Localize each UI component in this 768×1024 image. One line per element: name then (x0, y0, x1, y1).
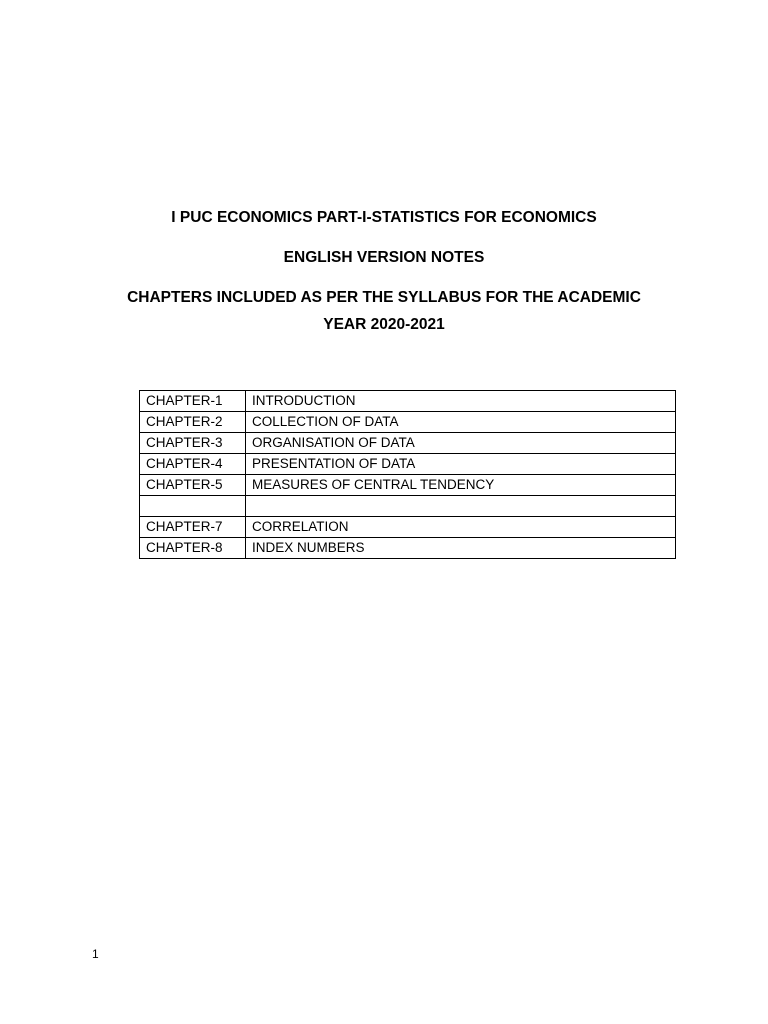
chapter-title: COLLECTION OF DATA (246, 412, 676, 433)
chapter-number: CHAPTER-3 (140, 433, 246, 454)
table-row-empty (140, 496, 676, 517)
document-title: I PUC ECONOMICS PART-I-STATISTICS FOR ECONOMICS (171, 209, 597, 226)
chapter-title: CORRELATION (246, 517, 676, 538)
table-row (140, 412, 676, 433)
document-subtitle: ENGLISH VERSION NOTES (283, 249, 485, 266)
chapter-title: INTRODUCTION (246, 391, 676, 412)
chapter-title: INDEX NUMBERS (246, 538, 676, 559)
chapter-number: CHAPTER-4 (140, 454, 246, 475)
chapter-number: CHAPTER-5 (140, 475, 246, 496)
table-row (140, 517, 676, 538)
table-row (140, 538, 676, 559)
chapters-heading-line-2: YEAR 2020-2021 (323, 316, 445, 333)
chapter-number (140, 496, 246, 517)
table-row (140, 433, 676, 454)
chapter-number: CHAPTER-8 (140, 538, 246, 559)
chapter-number: CHAPTER-2 (140, 412, 246, 433)
chapter-title: PRESENTATION OF DATA (246, 454, 676, 475)
table-row (140, 475, 676, 496)
chapter-number: CHAPTER-1 (140, 391, 246, 412)
chapter-title: ORGANISATION OF DATA (246, 433, 676, 454)
chapter-number: CHAPTER-7 (140, 517, 246, 538)
page-number: 1 (92, 947, 99, 961)
chapters-table (139, 390, 676, 559)
chapter-title (246, 496, 676, 517)
table-row (140, 391, 676, 412)
chapters-heading-line-1: CHAPTERS INCLUDED AS PER THE SYLLABUS FOR THE ACADEMIC (127, 289, 641, 306)
chapter-title: MEASURES OF CENTRAL TENDENCY (246, 475, 676, 496)
table-row (140, 454, 676, 475)
